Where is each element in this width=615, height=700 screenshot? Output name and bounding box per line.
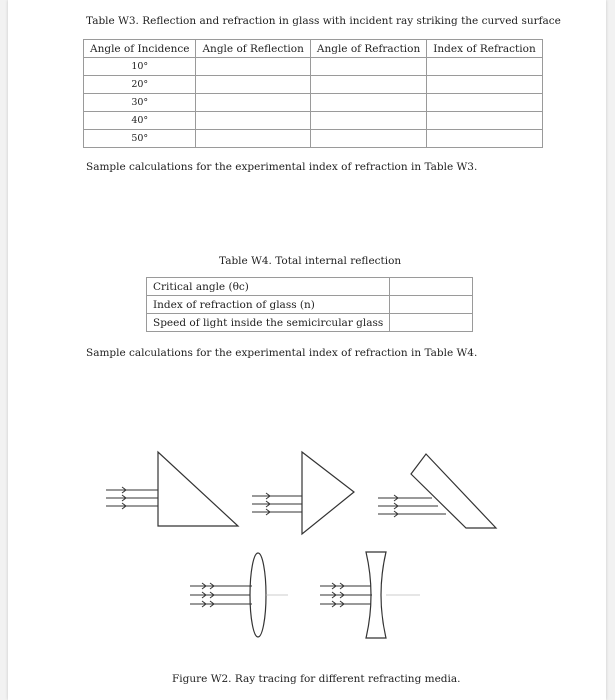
refraction-cell [310,112,426,130]
reflection-cell [196,94,310,112]
ray-tracing-figure [0,440,615,680]
reflection-cell [196,130,310,148]
header-angle-of-refraction: Angle of Refraction [310,40,426,58]
incidence-cell: 10° [84,58,196,76]
triangular-prism [252,452,354,534]
table-row [84,130,543,148]
table-w3-note: Sample calculations for the experimental index of refraction in Table W3. [86,161,478,173]
table-row [147,296,473,314]
convex-lens [190,553,288,637]
index-cell [427,112,542,130]
header-angle-of-incidence: Angle of Incidence [84,40,196,58]
index-cell [427,58,542,76]
table-header-row [84,40,543,58]
right-triangle-prism [106,452,238,526]
incidence-cell: 20° [84,76,196,94]
header-angle-of-reflection: Angle of Reflection [196,40,310,58]
incidence-cell: 30° [84,94,196,112]
glass-index-label: Index of refraction of glass (n) [147,296,390,314]
refraction-cell [310,130,426,148]
table-row [147,314,473,332]
light-speed-label: Speed of light inside the semicircular glass [147,314,390,332]
index-cell [427,94,542,112]
table-w4-caption: Table W4. Total internal reflection [219,255,402,267]
critical-angle-label: Critical angle (θc) [147,278,390,296]
refraction-cell [310,76,426,94]
figure-caption: Figure W2. Ray tracing for different refracting media. [172,673,461,685]
table-row [84,76,543,94]
table-w3 [83,39,543,148]
reflection-cell [196,76,310,94]
table-w3-caption: Table W3. Reflection and refraction in glass with incident ray striking the curved surface [86,15,561,27]
table-row [84,112,543,130]
light-speed-value [390,314,473,332]
table-w4-note: Sample calculations for the experimental index of refraction in Table W4. [86,347,478,359]
critical-angle-value [390,278,473,296]
refraction-cell [310,58,426,76]
parallelogram-slab [378,454,496,528]
table-row [84,94,543,112]
index-cell [427,130,542,148]
concave-lens [320,552,420,638]
reflection-cell [196,112,310,130]
incidence-cell: 40° [84,112,196,130]
table-row [84,58,543,76]
refraction-cell [310,94,426,112]
table-row [147,278,473,296]
header-index-of-refraction: Index of Refraction [427,40,542,58]
incidence-cell: 50° [84,130,196,148]
table-w4 [146,277,473,332]
index-cell [427,76,542,94]
reflection-cell [196,58,310,76]
glass-index-value [390,296,473,314]
